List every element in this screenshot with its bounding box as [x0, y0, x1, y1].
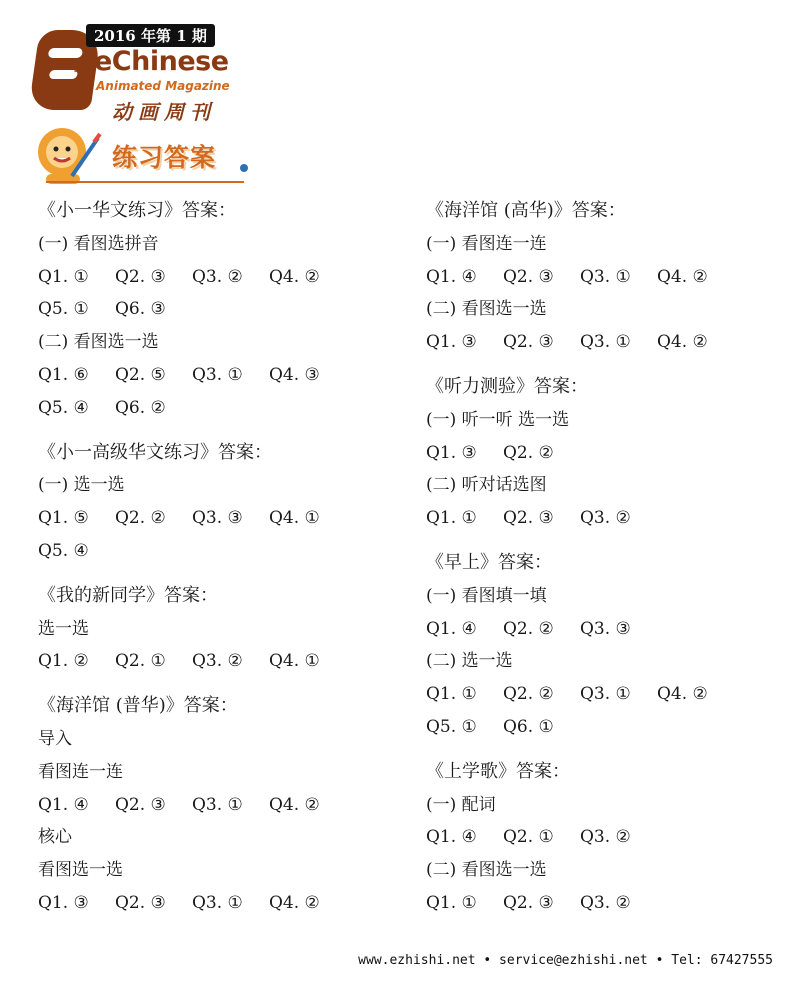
answer-row [426, 678, 786, 711]
answer: Q3. ② [580, 508, 631, 529]
answer: Q2. ③ [503, 332, 554, 353]
logo-wen: 文 [74, 80, 90, 98]
answer: Q4. ② [269, 794, 320, 815]
answer: Q1. ① [426, 892, 477, 913]
answer: Q4. ② [269, 266, 320, 287]
answer: Q1. ③ [426, 442, 477, 463]
spacer [426, 359, 786, 371]
answer: Q2. ③ [503, 892, 554, 913]
exercise-part-label: (一) 配词 [426, 794, 496, 815]
answer-row [38, 502, 398, 535]
answer: Q1. ③ [38, 892, 89, 913]
section-title: 练习答案 [112, 143, 217, 172]
answer-section-title: 《小一高级华文练习》答案： [38, 441, 272, 463]
answer: Q2. ① [115, 651, 166, 672]
answer: Q4. ② [657, 684, 708, 705]
answer: Q2. ① [503, 827, 554, 848]
answer: Q3. ① [192, 794, 243, 815]
answer: Q3. ② [580, 892, 631, 913]
answer-row [426, 502, 786, 535]
answer-row [426, 437, 786, 470]
divider [46, 181, 244, 183]
answer-row [38, 261, 398, 294]
answer: Q3. ① [580, 684, 631, 705]
answer: Q4. ② [657, 266, 708, 287]
exercise-part-label: (一) 听一听 选一选 [426, 409, 570, 430]
lion-mascot-icon [32, 124, 104, 188]
answer-row [38, 535, 398, 568]
answer: Q2. ③ [115, 266, 166, 287]
answer: Q3. ① [580, 332, 631, 353]
answer: Q2. ② [503, 442, 554, 463]
answer: Q4. ① [269, 651, 320, 672]
brand-subtitle: Animated Magazine [96, 79, 230, 93]
answer: Q3. ③ [192, 508, 243, 529]
exercise-part-label: (二) 选一选 [426, 651, 513, 672]
answer: Q1. ② [38, 651, 89, 672]
answer: Q1. ③ [426, 332, 477, 353]
answer: Q5. ① [426, 716, 477, 737]
answer: Q1. ④ [426, 827, 477, 848]
answer: Q3. ① [192, 892, 243, 913]
answer-row [38, 645, 398, 678]
section-banner [32, 124, 262, 188]
exercise-part-label: (一) 看图填一填 [426, 585, 547, 606]
echinese-logo [28, 18, 238, 124]
answer: Q3. ② [192, 266, 243, 287]
answer-section-title: 《上学歌》答案： [426, 760, 570, 782]
answer: Q3. ② [192, 651, 243, 672]
answer-section-title: 《小一华文练习》答案： [38, 200, 236, 221]
exercise-part-label: (一) 看图选拼音 [38, 233, 159, 254]
answer-section-title: 《早上》答案： [426, 551, 552, 573]
answer-section-title: 《听力测验》答案： [426, 375, 588, 397]
spacer [38, 678, 398, 690]
answer: Q4. ② [657, 332, 708, 353]
footer-contact: www.ezhishi.net • service@ezhishi.net • Tel: 67427555 [358, 953, 773, 968]
answers-right-column [426, 195, 786, 920]
answer: Q5. ④ [38, 540, 89, 561]
answer-row [38, 789, 398, 822]
spacer [426, 535, 786, 547]
exercise-part-label: 导入 [38, 728, 72, 749]
issue-badge: 2016 年第 1 期 [86, 24, 215, 47]
answer: Q5. ① [38, 299, 89, 320]
answer-row [426, 887, 786, 920]
answer: Q1. ① [38, 266, 89, 287]
logo-hua: 华 [74, 60, 90, 78]
spacer [38, 425, 398, 437]
answer: Q1. ④ [38, 794, 89, 815]
answer: Q2. ② [115, 508, 166, 529]
answer-row [38, 887, 398, 920]
answer: Q4. ① [269, 508, 320, 529]
exercise-part-label: 核心 [38, 827, 72, 848]
answer: Q6. ③ [115, 299, 166, 320]
answer-row [38, 293, 398, 326]
dot-icon [240, 164, 248, 172]
answer: Q2. ② [503, 684, 554, 705]
answer: Q4. ③ [269, 364, 320, 385]
exercise-part-label: 看图连一连 [38, 761, 123, 782]
exercise-part-label: (一) 选一选 [38, 475, 125, 496]
answer-row [426, 326, 786, 359]
answer: Q1. ① [426, 684, 477, 705]
answer: Q1. ④ [426, 618, 477, 639]
brand-chinese-name: 动画周刊 [112, 100, 216, 124]
answer-row [426, 821, 786, 854]
spacer [38, 568, 398, 580]
answer-section-title: 《我的新同学》答案： [38, 584, 218, 606]
answer: Q3. ① [192, 364, 243, 385]
answer: Q5. ④ [38, 397, 89, 418]
answer-section-title: 《海洋馆 (普华)》答案： [38, 695, 238, 717]
answer: Q3. ② [580, 827, 631, 848]
answer: Q3. ③ [580, 618, 631, 639]
answer: Q2. ③ [503, 508, 554, 529]
exercise-part-label: 看图选一选 [38, 860, 123, 881]
exercise-part-label: (二) 看图选一选 [38, 332, 159, 353]
answer-row [38, 392, 398, 425]
answer: Q2. ② [503, 618, 554, 639]
answer: Q2. ⑤ [115, 364, 166, 385]
answer: Q2. ③ [503, 266, 554, 287]
answer: Q2. ③ [115, 892, 166, 913]
answer: Q3. ① [580, 266, 631, 287]
answer: Q6. ① [503, 716, 554, 737]
answer-row [426, 261, 786, 294]
answer: Q1. ① [426, 508, 477, 529]
exercise-part-label: (一) 看图连一连 [426, 233, 547, 254]
exercise-part-label: (二) 看图选一选 [426, 860, 547, 881]
exercise-part-label: (二) 听对话选图 [426, 475, 547, 496]
answer: Q1. ④ [426, 266, 477, 287]
answer: Q1. ⑥ [38, 364, 89, 385]
spacer [426, 744, 786, 756]
answer: Q4. ② [269, 892, 320, 913]
answer-row [38, 359, 398, 392]
answer-section-title: 《海洋馆 (高华)》答案： [426, 200, 626, 221]
answers-left-column [38, 195, 398, 920]
answer-row [426, 711, 786, 744]
exercise-part-label: 选一选 [38, 618, 89, 639]
answer: Q6. ② [115, 397, 166, 418]
answer-row [426, 613, 786, 646]
answer: Q2. ③ [115, 794, 166, 815]
exercise-part-label: (二) 看图选一选 [426, 299, 547, 320]
brand-name: eChinese [94, 46, 229, 77]
answer: Q1. ⑤ [38, 508, 89, 529]
